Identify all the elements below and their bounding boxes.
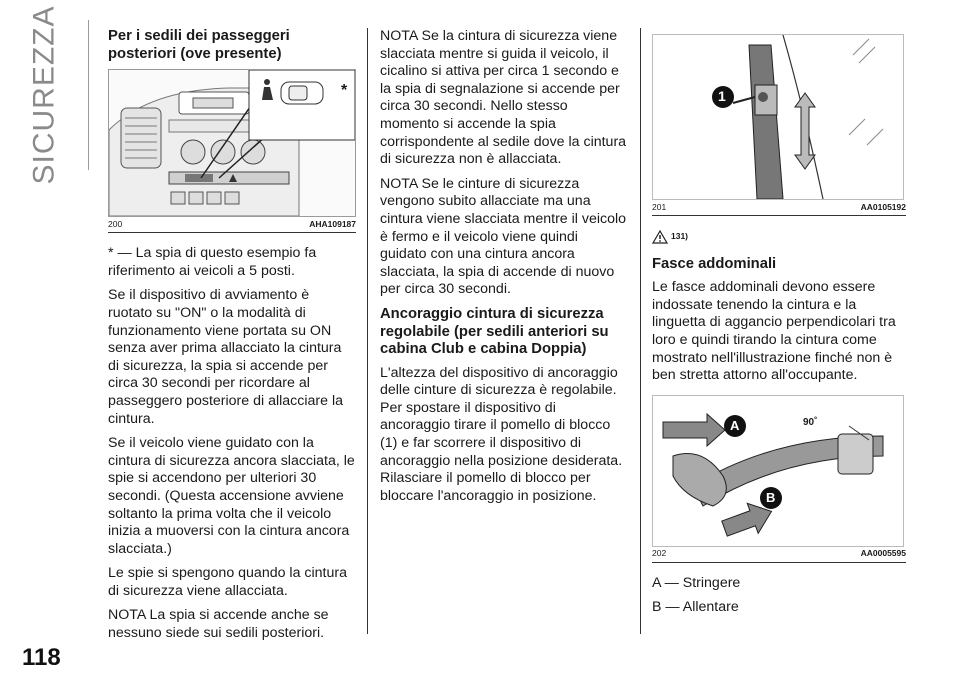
figure-number: 201 — [652, 201, 667, 212]
figure-caption — [652, 547, 906, 563]
paragraph: NOTA La spia si accende anche se nessuno siede sui sedili posteriori. — [108, 607, 329, 642]
legend-label: B — Allentare — [652, 599, 739, 616]
heading-lap-belts: Fasce addominali — [652, 255, 777, 272]
anchor-illustration — [653, 35, 903, 199]
callout-b: B — [766, 489, 776, 505]
section-title-text: SICUREZZA — [27, 5, 61, 185]
paragraph: Le fasce addominali devono essere indossate tenendo la cintura e la linguetta di aggancio perpendicolari tra loro e quindi tirando la cintura come mostrato nell'illustrazione finché non è ben stretta attorno all'occupante. — [652, 279, 896, 384]
column-divider — [640, 28, 641, 634]
section-title — [22, 5, 66, 185]
column-1 — [108, 28, 356, 650]
figure-code: AA0105192 — [860, 201, 906, 212]
warning-ref-number: 131) — [671, 231, 689, 241]
heading-rear-seats: Per i sedili dei passeggeri posteriori (ove presente) — [108, 28, 290, 62]
paragraph: Le spie si spengono quando la cintura di sicurezza viene allacciata. — [108, 565, 347, 599]
note-paragraph: NOTA Se la cintura di sicurezza viene slacciata mentre si guida il veicolo, il cicalino si attiva per circa 1 secondo e la spia di segnalazione si accende per circa 30 secondi. Nello stesso momento si accende la spia corrispondente al sedile dove la cintura di sicurezza non è allacciata. — [380, 28, 627, 168]
figure-caption — [652, 200, 906, 216]
figure-number: 202 — [652, 548, 667, 559]
figure-lap-belt — [652, 395, 904, 547]
figure-caption — [108, 217, 356, 233]
note-paragraph: NOTA Se le cinture di sicurezza vengono subito allacciate ma una cintura viene slacciata mentre il veicolo è fermo e il veicolo viene quindi guidato con una cintura ancora slacciata, la spia di accende di nuovo per circa 30 secondi. — [380, 175, 627, 298]
dashboard-illustration — [109, 70, 355, 216]
page-number: 118 — [22, 644, 61, 671]
warning-reference — [652, 228, 906, 246]
star-mark: * — [341, 82, 348, 100]
paragraph: Se il dispositivo di avviamento è ruotato su "ON" o la modalità di funzionamento viene portata su ON senza aver prima allacciato la cintura di sicurezza, la spia si accende per circa 30 secondi per ricordare al passeggero posteriore di allacciare la cintura. — [108, 287, 344, 427]
column-2 — [380, 28, 628, 512]
warning-icon — [652, 230, 668, 244]
figure-code: AHA109187 — [309, 218, 356, 229]
column-divider — [367, 28, 368, 634]
angle-label: 90˚ — [803, 416, 818, 428]
paragraph: Se il veicolo viene guidato con la cintura di sicurezza ancora slacciata, le spie si accendono per ulteriori 30 secondi. (Questa accensione avviene soltanto la prima volta che il veicolo inizia a muoversi con la cintura ancora slacciata.) — [108, 435, 355, 557]
paragraph: L'altezza del dispositivo di ancoraggio delle cinture di sicurezza è regolabile. Per spostare il dispositivo di ancoraggio tirare il pomello di blocco (1) e far scorrere il dispositivo di ancoraggio nella posizione desiderata. Rilasciare il pomello di blocco per bloccare l'ancoraggio in posizione. — [380, 364, 623, 504]
callout-1: 1 — [718, 88, 726, 104]
legend-label: A — Stringere — [652, 574, 741, 591]
figure-dashboard — [108, 69, 356, 217]
figure-number: 200 — [108, 218, 123, 229]
section-rule — [88, 20, 89, 170]
column-3 — [652, 34, 906, 624]
heading-adjustable-anchor: Ancoraggio cintura di sicurezza regolabile (per sedili anteriori su cabina Club e cabina Doppia) — [380, 305, 609, 358]
figure-code: AA0005595 — [860, 548, 906, 559]
figure-seatbelt-anchor — [652, 34, 904, 200]
callout-a: A — [730, 417, 740, 433]
paragraph: * — La spia di questo esempio fa riferimento ai veicoli a 5 posti. — [108, 245, 317, 279]
lap-belt-illustration — [653, 396, 903, 546]
